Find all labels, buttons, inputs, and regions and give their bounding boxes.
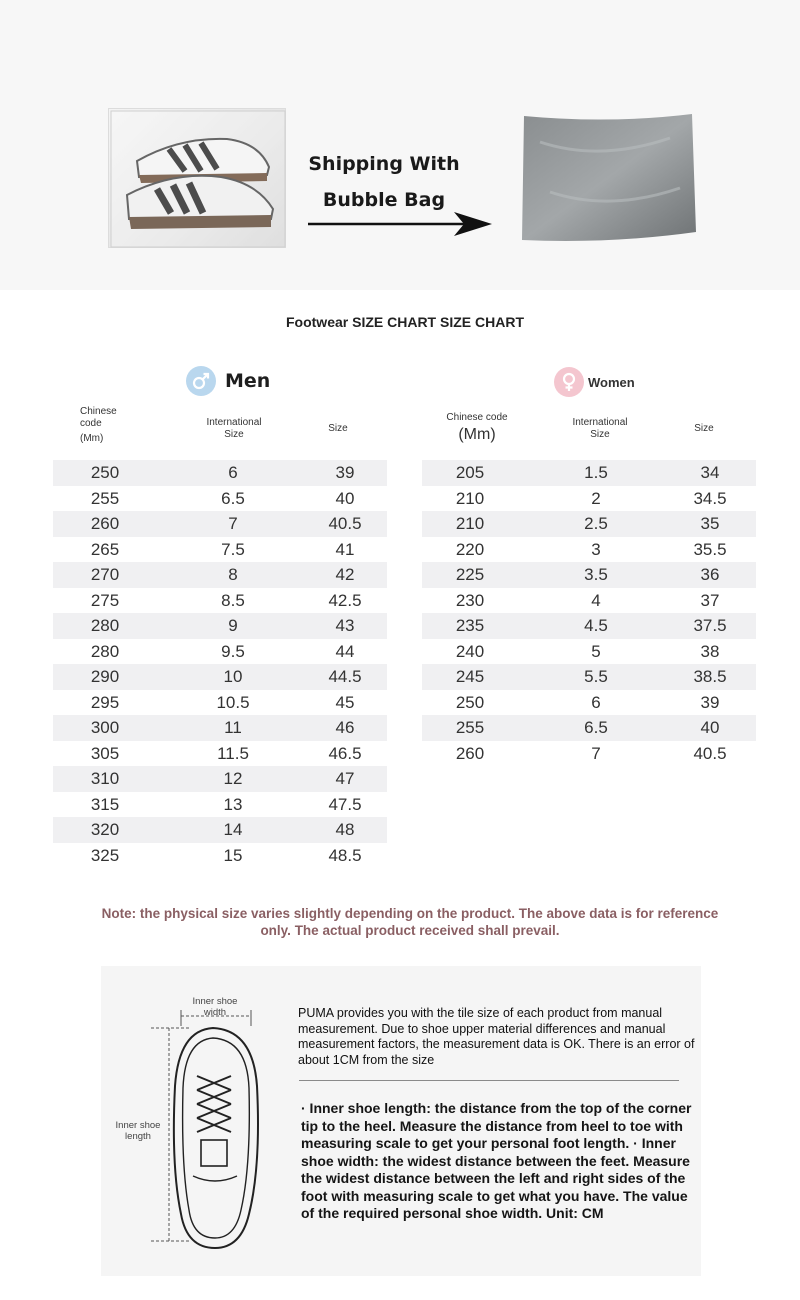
international-size-cell: 3 — [591, 539, 601, 559]
chinese-code-cell: 235 — [455, 616, 485, 635]
women-section-header — [554, 367, 635, 397]
international-size-cell: 11 — [224, 718, 242, 737]
size-cell: 38 — [700, 641, 720, 661]
international-size-cell: 4.5 — [584, 616, 608, 635]
measurement-intro: PUMA provides you with the tile size of each product from manual measurement. Due to shoe upper material differences and manual measurement factors, the measurement data is OK. There is an error of about 1CM from the size — [298, 1006, 695, 1067]
male-symbol-icon — [186, 366, 216, 396]
shoe-box-photo — [108, 108, 286, 248]
size-cell: 41 — [335, 539, 355, 559]
chinese-code-cell: 205 — [455, 463, 485, 482]
sneakers-in-clear-bag-image — [109, 109, 287, 249]
size-cell: 35.5 — [693, 539, 727, 559]
measurement-instructions: · Inner shoe length: the distance from the top of the corner tip to the heel. Measure the distance from heel to toe with measuring scale to get your personal foot length. · Inner shoe width: the widest distance between the feet. Measure the widest distance between the left and right sides of the foot with measuring scale to get what you have. The value of the required personal shoe width. Unit: CM — [301, 1100, 692, 1221]
size-cell: 34.5 — [693, 488, 727, 508]
table-row — [53, 766, 387, 792]
international-size-cell: 10 — [223, 667, 243, 686]
chinese-code-cell: 275 — [90, 590, 120, 610]
international-size-cell: 8.5 — [221, 590, 245, 610]
chinese-code-cell: 305 — [90, 743, 120, 763]
women-header-chinese-code: Chinese code (Mm) — [446, 412, 508, 443]
international-size-cell: 6.5 — [221, 488, 245, 508]
inner-length-label: Inner shoe length — [115, 1120, 161, 1142]
international-size-cell: 2 — [591, 488, 601, 508]
women-label: Women — [588, 374, 635, 390]
chinese-code-cell: 280 — [90, 616, 120, 635]
table-row — [422, 460, 756, 486]
table-row — [53, 817, 387, 843]
international-size-cell: 9 — [228, 616, 238, 635]
chinese-code-cell: 270 — [90, 565, 120, 584]
table-row — [53, 741, 387, 767]
size-cell: 47 — [335, 769, 355, 788]
women-size-table — [422, 460, 756, 766]
size-cell: 48 — [335, 820, 355, 839]
measurement-panel — [101, 966, 701, 1276]
size-cell: 46 — [335, 718, 355, 737]
table-row — [422, 537, 756, 563]
table-row — [53, 460, 387, 486]
table-row — [53, 715, 387, 741]
men-label: Men — [225, 370, 271, 392]
size-cell: 42 — [335, 565, 355, 584]
international-size-cell: 1.5 — [584, 463, 608, 482]
inner-width-label: Inner shoe width — [192, 996, 238, 1018]
size-cell: 34 — [700, 463, 720, 482]
chinese-code-cell: 220 — [455, 539, 485, 559]
chinese-code-cell: 250 — [455, 692, 485, 712]
size-cell: 39 — [700, 692, 720, 712]
size-cell: 37.5 — [693, 616, 727, 635]
international-size-cell: 2.5 — [584, 514, 608, 533]
table-row — [422, 690, 756, 716]
international-size-cell: 8 — [228, 565, 238, 584]
chinese-code-cell: 255 — [455, 718, 485, 737]
international-size-cell: 7 — [591, 743, 601, 763]
size-cell: 40 — [335, 488, 355, 508]
chinese-code-cell: 260 — [455, 743, 485, 763]
international-size-cell: 14 — [223, 820, 243, 839]
size-cell: 44.5 — [328, 667, 362, 686]
shipping-title-line2: Bubble Bag — [322, 189, 446, 211]
size-cell: 42.5 — [328, 590, 362, 610]
international-size-cell: 5.5 — [584, 667, 608, 686]
chinese-code-cell: 310 — [90, 769, 120, 788]
chinese-code-cell: 265 — [90, 539, 120, 559]
table-row — [53, 843, 387, 869]
size-cell: 35 — [700, 514, 720, 533]
divider — [299, 1080, 679, 1081]
size-chart-title: Footwear SIZE CHART SIZE CHART — [285, 314, 524, 330]
size-cell: 38.5 — [693, 667, 727, 686]
table-row — [53, 639, 387, 665]
chinese-code-cell: 280 — [90, 641, 120, 661]
men-section-header — [186, 366, 270, 396]
table-row — [422, 588, 756, 614]
international-size-cell: 12 — [223, 769, 243, 788]
size-cell: 39 — [335, 463, 355, 482]
size-cell: 40.5 — [328, 514, 362, 533]
table-row — [53, 511, 387, 537]
chinese-code-cell: 320 — [90, 820, 120, 839]
size-cell: 37 — [700, 590, 720, 610]
table-row — [53, 588, 387, 614]
table-row — [53, 613, 387, 639]
chinese-code-cell: 325 — [90, 845, 120, 865]
table-row — [53, 486, 387, 512]
size-cell: 44 — [335, 641, 355, 661]
international-size-cell: 6 — [591, 692, 601, 712]
shipping-banner — [0, 0, 800, 290]
chinese-code-cell: 295 — [90, 692, 120, 712]
size-cell: 45 — [335, 692, 355, 712]
size-cell: 46.5 — [328, 743, 362, 763]
men-size-table — [53, 460, 387, 868]
international-size-cell: 6 — [228, 463, 238, 482]
table-row — [422, 715, 756, 741]
size-cell: 47.5 — [328, 794, 362, 814]
table-row — [422, 639, 756, 665]
arrow-right-icon — [306, 206, 496, 242]
shipping-title-line1: Shipping With — [308, 153, 460, 175]
chinese-code-cell: 225 — [455, 565, 485, 584]
table-row — [53, 664, 387, 690]
table-row — [422, 741, 756, 767]
women-header-international: International Size — [572, 417, 628, 440]
chinese-code-cell: 250 — [90, 463, 120, 482]
chinese-code-cell: 210 — [455, 488, 485, 508]
size-cell: 36 — [700, 565, 720, 584]
female-symbol-icon — [554, 367, 584, 397]
international-size-cell: 13 — [223, 794, 243, 814]
table-row — [53, 562, 387, 588]
chinese-code-cell: 260 — [90, 514, 120, 533]
disclaimer-note: Note: the physical size varies slightly depending on the product. The above data is for reference only. The actual product received shall prevail. — [101, 906, 719, 938]
chinese-code-cell: 290 — [90, 667, 120, 686]
international-size-cell: 4 — [591, 590, 601, 610]
international-size-cell: 10.5 — [216, 692, 250, 712]
international-size-cell: 11.5 — [217, 743, 249, 763]
international-size-cell: 9.5 — [221, 641, 245, 661]
chinese-code-cell: 300 — [90, 718, 120, 737]
table-row — [422, 562, 756, 588]
chinese-code-cell: 245 — [455, 667, 485, 686]
international-size-cell: 7.5 — [221, 539, 245, 559]
international-size-cell: 5 — [591, 641, 601, 661]
size-cell: 43 — [335, 616, 355, 635]
size-cell: 40 — [700, 718, 720, 737]
international-size-cell: 3.5 — [584, 565, 608, 584]
international-size-cell: 15 — [223, 845, 243, 865]
chinese-code-cell: 230 — [455, 590, 485, 610]
bubble-bag-image — [520, 112, 698, 244]
international-size-cell: 6.5 — [584, 718, 608, 737]
table-row — [422, 664, 756, 690]
table-row — [422, 613, 756, 639]
women-header-size: Size — [694, 423, 714, 434]
size-cell: 40.5 — [693, 743, 727, 763]
table-row — [422, 511, 756, 537]
chinese-code-cell: 255 — [90, 488, 120, 508]
chinese-code-cell: 210 — [455, 514, 485, 533]
men-header-size: Size — [328, 423, 348, 434]
size-cell: 48.5 — [328, 845, 362, 865]
table-row — [53, 690, 387, 716]
chinese-code-cell: 315 — [90, 794, 120, 814]
table-row — [53, 792, 387, 818]
table-row — [53, 537, 387, 563]
chinese-code-cell: 240 — [455, 641, 485, 661]
international-size-cell: 7 — [228, 514, 238, 533]
men-header-international: International Size — [206, 417, 262, 440]
men-header-chinese-code: Chinese code (Mm) — [80, 406, 117, 444]
table-row — [422, 486, 756, 512]
